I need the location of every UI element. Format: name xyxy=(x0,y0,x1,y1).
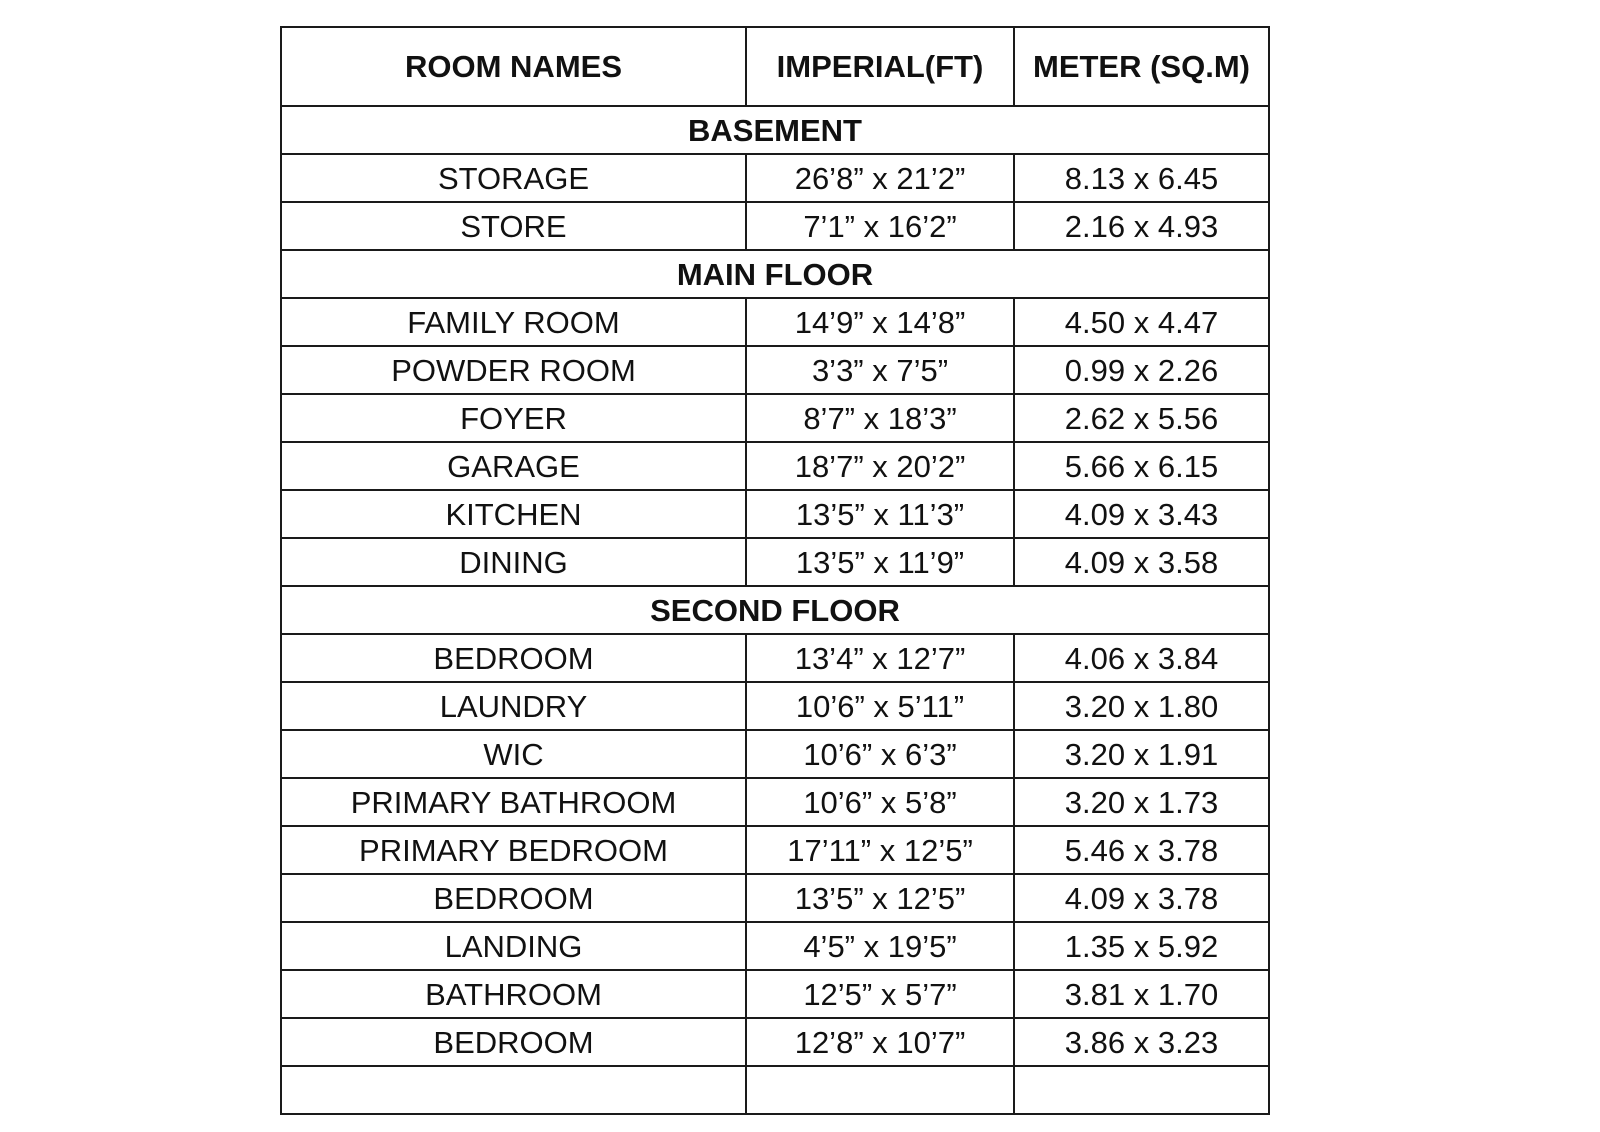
section-title: BASEMENT xyxy=(281,106,1269,154)
metric-cell: 1.35 x 5.92 xyxy=(1014,922,1269,970)
room-dimensions-table xyxy=(280,26,1270,1115)
table-row xyxy=(281,298,1269,346)
metric-cell: 2.16 x 4.93 xyxy=(1014,202,1269,250)
room-name-cell: FAMILY ROOM xyxy=(281,298,746,346)
metric-cell: 4.09 x 3.43 xyxy=(1014,490,1269,538)
imperial-cell: 8’7” x 18’3” xyxy=(746,394,1014,442)
header-metric: METER (SQ.M) xyxy=(1014,27,1269,106)
table-header xyxy=(281,27,1269,106)
imperial-cell: 14’9” x 14’8” xyxy=(746,298,1014,346)
empty-row xyxy=(281,1066,1269,1114)
metric-cell: 3.20 x 1.91 xyxy=(1014,730,1269,778)
table-row xyxy=(281,1018,1269,1066)
imperial-cell: 10’6” x 6’3” xyxy=(746,730,1014,778)
room-name-cell: GARAGE xyxy=(281,442,746,490)
room-name-cell: WIC xyxy=(281,730,746,778)
section-row xyxy=(281,250,1269,298)
empty-cell xyxy=(746,1066,1014,1114)
metric-cell: 4.50 x 4.47 xyxy=(1014,298,1269,346)
metric-cell: 8.13 x 6.45 xyxy=(1014,154,1269,202)
imperial-cell: 12’8” x 10’7” xyxy=(746,1018,1014,1066)
room-name-cell: PRIMARY BEDROOM xyxy=(281,826,746,874)
table-row xyxy=(281,538,1269,586)
table-row xyxy=(281,394,1269,442)
room-name-cell: STORE xyxy=(281,202,746,250)
room-name-cell: KITCHEN xyxy=(281,490,746,538)
metric-cell: 5.66 x 6.15 xyxy=(1014,442,1269,490)
room-name-cell: LANDING xyxy=(281,922,746,970)
table-row xyxy=(281,634,1269,682)
metric-cell: 2.62 x 5.56 xyxy=(1014,394,1269,442)
header-room-names: ROOM NAMES xyxy=(281,27,746,106)
section-title: MAIN FLOOR xyxy=(281,250,1269,298)
imperial-cell: 18’7” x 20’2” xyxy=(746,442,1014,490)
imperial-cell: 7’1” x 16’2” xyxy=(746,202,1014,250)
metric-cell: 3.86 x 3.23 xyxy=(1014,1018,1269,1066)
table-row xyxy=(281,442,1269,490)
metric-cell: 3.20 x 1.73 xyxy=(1014,778,1269,826)
table-row xyxy=(281,490,1269,538)
imperial-cell: 17’11” x 12’5” xyxy=(746,826,1014,874)
metric-cell: 4.06 x 3.84 xyxy=(1014,634,1269,682)
room-name-cell: BATHROOM xyxy=(281,970,746,1018)
table-row xyxy=(281,922,1269,970)
imperial-cell: 3’3” x 7’5” xyxy=(746,346,1014,394)
imperial-cell: 4’5” x 19’5” xyxy=(746,922,1014,970)
room-name-cell: FOYER xyxy=(281,394,746,442)
table-row xyxy=(281,682,1269,730)
room-name-cell: BEDROOM xyxy=(281,874,746,922)
room-name-cell: DINING xyxy=(281,538,746,586)
imperial-cell: 26’8” x 21’2” xyxy=(746,154,1014,202)
table-row xyxy=(281,874,1269,922)
imperial-cell: 12’5” x 5’7” xyxy=(746,970,1014,1018)
empty-cell xyxy=(1014,1066,1269,1114)
imperial-cell: 13’4” x 12’7” xyxy=(746,634,1014,682)
table-row xyxy=(281,730,1269,778)
header-row xyxy=(281,27,1269,106)
imperial-cell: 10’6” x 5’11” xyxy=(746,682,1014,730)
imperial-cell: 13’5” x 12’5” xyxy=(746,874,1014,922)
metric-cell: 4.09 x 3.58 xyxy=(1014,538,1269,586)
section-row xyxy=(281,586,1269,634)
empty-cell xyxy=(281,1066,746,1114)
table-body xyxy=(281,106,1269,1114)
room-name-cell: STORAGE xyxy=(281,154,746,202)
metric-cell: 3.20 x 1.80 xyxy=(1014,682,1269,730)
metric-cell: 5.46 x 3.78 xyxy=(1014,826,1269,874)
imperial-cell: 13’5” x 11’3” xyxy=(746,490,1014,538)
room-name-cell: BEDROOM xyxy=(281,634,746,682)
room-name-cell: LAUNDRY xyxy=(281,682,746,730)
table-row xyxy=(281,154,1269,202)
room-name-cell: PRIMARY BATHROOM xyxy=(281,778,746,826)
table-row xyxy=(281,970,1269,1018)
metric-cell: 4.09 x 3.78 xyxy=(1014,874,1269,922)
table-row xyxy=(281,826,1269,874)
metric-cell: 3.81 x 1.70 xyxy=(1014,970,1269,1018)
table-row xyxy=(281,778,1269,826)
room-name-cell: POWDER ROOM xyxy=(281,346,746,394)
section-row xyxy=(281,106,1269,154)
room-name-cell: BEDROOM xyxy=(281,1018,746,1066)
metric-cell: 0.99 x 2.26 xyxy=(1014,346,1269,394)
section-title: SECOND FLOOR xyxy=(281,586,1269,634)
imperial-cell: 13’5” x 11’9” xyxy=(746,538,1014,586)
table-row xyxy=(281,202,1269,250)
table-row xyxy=(281,346,1269,394)
imperial-cell: 10’6” x 5’8” xyxy=(746,778,1014,826)
header-imperial: IMPERIAL(FT) xyxy=(746,27,1014,106)
